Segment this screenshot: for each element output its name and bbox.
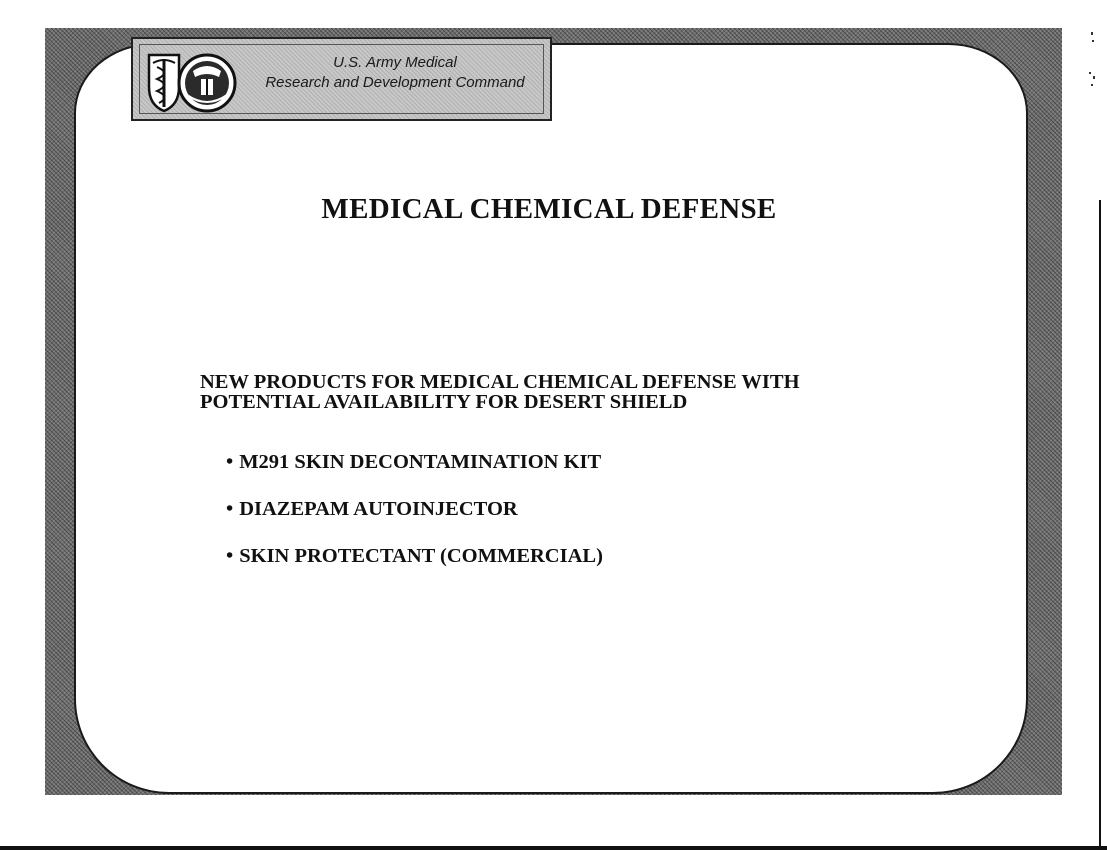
organization-line-2: Research and Development Command (265, 74, 525, 91)
bullet-icon: • (226, 545, 234, 567)
list-item (226, 450, 603, 497)
product-list (226, 450, 603, 591)
organization-line-1: U.S. Army Medical (333, 54, 457, 71)
list-item (226, 497, 603, 544)
page-edge-bottom (0, 846, 1107, 850)
page-edge-right (1099, 200, 1101, 850)
subheading-line-1: NEW PRODUCTS FOR MEDICAL CHEMICAL DEFENSE WITH (200, 371, 800, 393)
organization-name (245, 53, 545, 93)
list-item (226, 544, 603, 591)
header-badge (131, 37, 552, 121)
scan-marks (1088, 32, 1098, 92)
list-item-text: DIAZEPAM AUTOINJECTOR (239, 498, 518, 520)
slide-panel (74, 43, 1028, 794)
army-medical-seal-icon (143, 47, 243, 115)
list-item-text: M291 SKIN DECONTAMINATION KIT (239, 451, 602, 473)
subheading-line-2: POTENTIAL AVAILABILITY FOR DESERT SHIELD (200, 391, 688, 413)
bullet-icon: • (226, 451, 234, 473)
slide-subheading (200, 372, 960, 412)
slide-title: MEDICAL CHEMICAL DEFENSE (321, 193, 777, 225)
bullet-icon: • (226, 498, 234, 520)
list-item-text: SKIN PROTECTANT (COMMERCIAL) (239, 545, 603, 567)
